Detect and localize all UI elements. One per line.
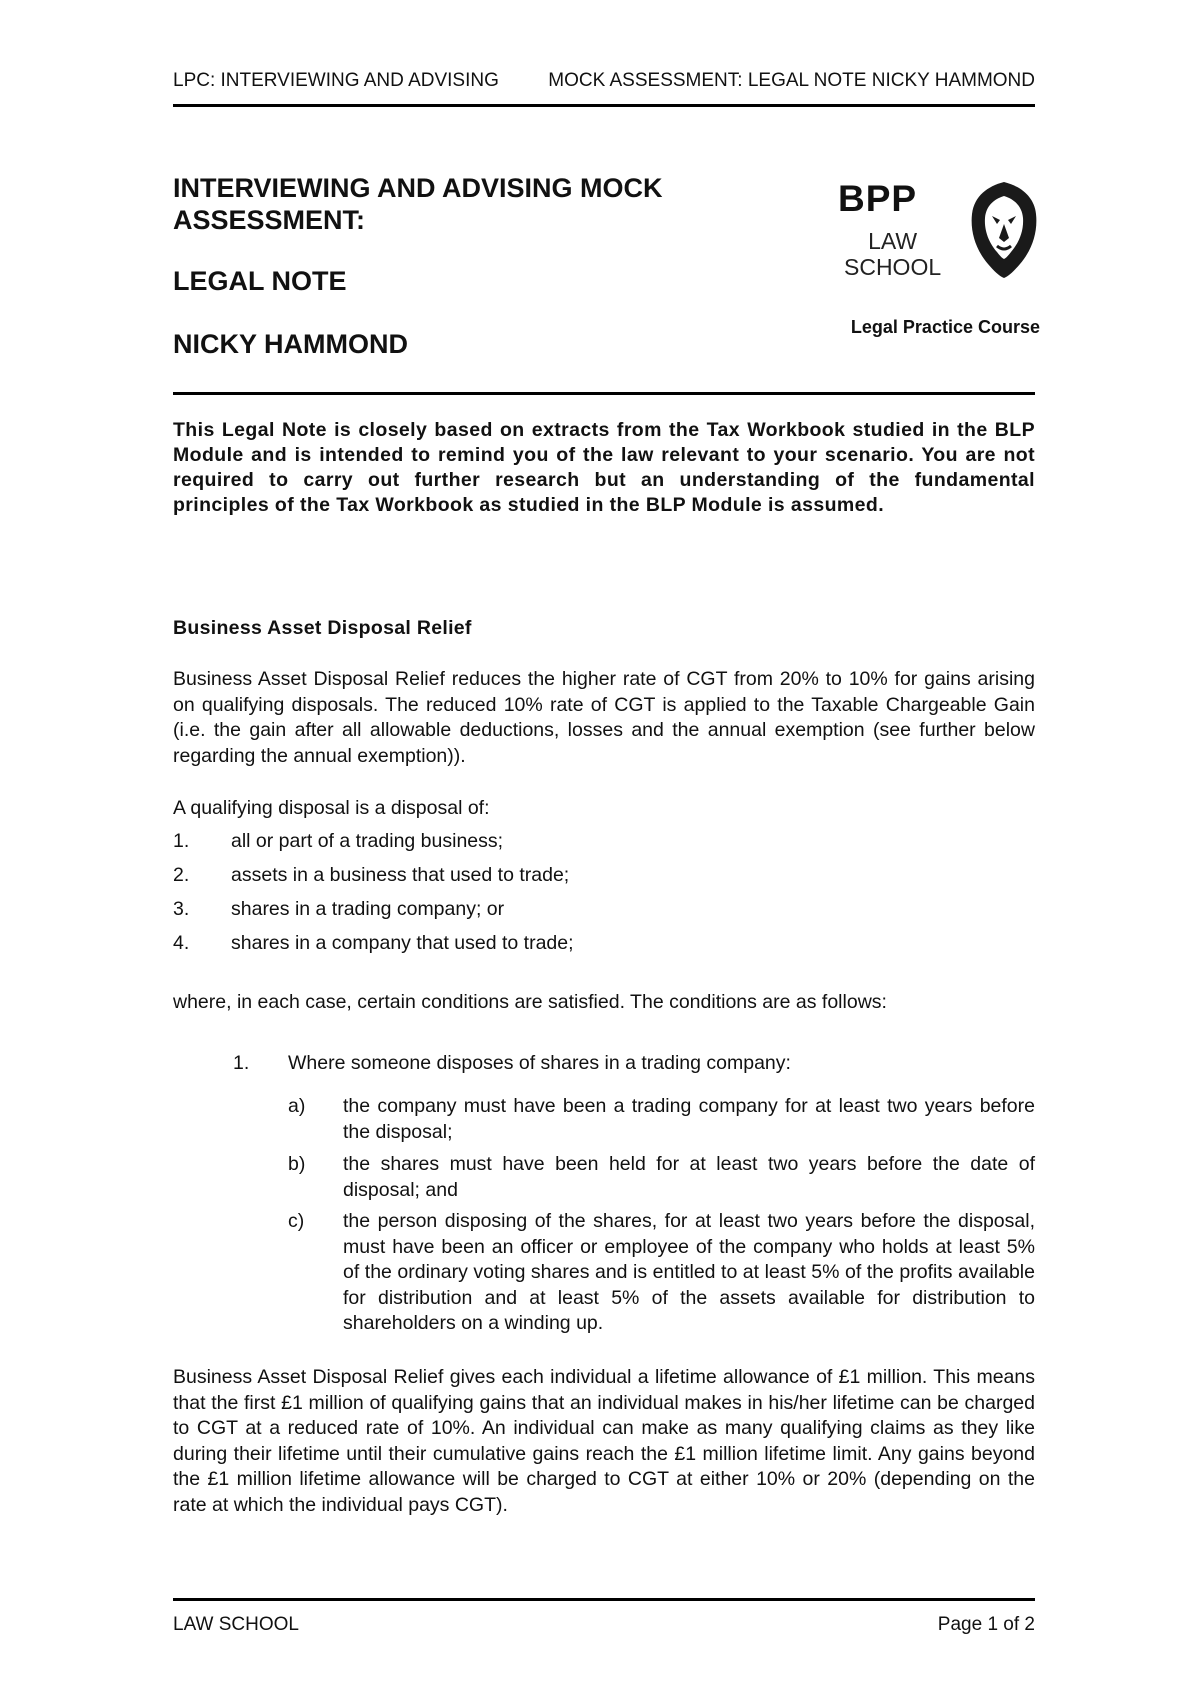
logo-line-school: SCHOOL: [844, 254, 942, 280]
list-item-text: all or part of a trading business;: [231, 830, 504, 852]
list-item: [173, 830, 1035, 860]
page-number: Page 1 of 2: [937, 1614, 1035, 1635]
footer-left: LAW SCHOOL: [173, 1614, 299, 1635]
header-right: MOCK ASSESSMENT: LEGAL NOTE NICKY HAMMOND: [548, 70, 1035, 91]
title-line-4: NICKY HAMMOND: [173, 329, 408, 359]
list-item: [173, 864, 1035, 894]
list-item-text: assets in a business that used to trade;: [231, 864, 570, 886]
title-line-3: LEGAL NOTE: [173, 266, 347, 296]
lion-head-icon: [968, 180, 1040, 280]
qualifying-intro: A qualifying disposal is a disposal of:: [173, 797, 490, 819]
section-paragraph-1: Business Asset Disposal Relief reduces the higher rate of CGT from 20% to 10% for gains arising on qualifying disposals. The reduced 10% rate of CGT is applied to the Taxable Chargeable Gain (i.e. the gain after all allowable deductions, losses and the annual exemption (see further below regarding the annual exemption)).: [173, 668, 1035, 767]
title-line-2: ASSESSMENT:: [173, 205, 366, 235]
list-item-number: 1.: [173, 830, 190, 852]
sub-item: [288, 1209, 1035, 1339]
sub-item-letter: b): [288, 1153, 306, 1175]
sub-item: [288, 1152, 1035, 1204]
logo-law-school: [844, 228, 941, 280]
header-rule: [173, 104, 1035, 107]
sub-item-letter: c): [288, 1210, 305, 1232]
list-item-number: 3.: [173, 898, 190, 920]
sub-item: [288, 1094, 1035, 1146]
course-label: Legal Practice Course: [850, 317, 1040, 337]
list-item: [173, 898, 1035, 928]
bpp-logo: [838, 178, 1038, 288]
header-left: LPC: INTERVIEWING AND ADVISING: [173, 70, 499, 91]
intro-paragraph: This Legal Note is closely based on extracts from the Tax Workbook studied in the BLP Module and is intended to remind you of the law relevant to your scenario. You are not required to carry out further research but an understanding of the fundamental principles of the Tax Workbook as studied in the BLP Module is assumed.: [173, 419, 1035, 516]
title-line-1: INTERVIEWING AND ADVISING MOCK: [173, 173, 663, 203]
section-paragraph-final: Business Asset Disposal Relief gives each individual a lifetime allowance of £1 million. This means that the first £1 million of qualifying gains that an individual makes in his/her lifetime can be charged to CGT at a reduced rate of 10%. An individual can make as many qualifying claims as they like during their lifetime until their cumulative gains reach the £1 million lifetime limit. Any gains beyond the £1 million lifetime allowance will be charged to CGT at either 10% or 20% (depending on the rate at which the individual pays CGT).: [173, 1366, 1035, 1516]
list-item-number: 4.: [173, 932, 190, 954]
running-header: [173, 70, 1035, 92]
sub-item-text: the shares must have been held for at least two years before the date of disposal; and: [343, 1153, 1035, 1201]
condition-number: 1.: [233, 1052, 250, 1074]
conditions-intro: where, in each case, certain conditions are satisfied. The conditions are as follows:: [173, 991, 887, 1013]
title-rule: [173, 392, 1035, 395]
condition-text: Where someone disposes of shares in a trading company:: [288, 1052, 791, 1074]
sub-item-text: the company must have been a trading company for at least two years before the disposal;: [343, 1095, 1035, 1143]
list-item: [173, 932, 1035, 962]
running-footer: [173, 1614, 1035, 1636]
section-heading: Business Asset Disposal Relief: [173, 617, 472, 639]
list-item-number: 2.: [173, 864, 190, 886]
sub-item-letter: a): [288, 1095, 306, 1117]
footer-rule: [173, 1598, 1035, 1601]
list-item-text: shares in a company that used to trade;: [231, 932, 574, 954]
logo-line-law: LAW: [868, 228, 918, 254]
list-item-text: shares in a trading company; or: [231, 898, 505, 920]
sub-item-text: the person disposing of the shares, for at least two years before the disposal, must have been an officer or employee of the company who holds at least 5% of the ordinary voting shares and is entitled to at least 5% of the profits available for distribution and at least 5% of the assets available for distribution to shareholders on a winding up.: [343, 1210, 1035, 1334]
logo-brand: BPP: [838, 178, 918, 219]
